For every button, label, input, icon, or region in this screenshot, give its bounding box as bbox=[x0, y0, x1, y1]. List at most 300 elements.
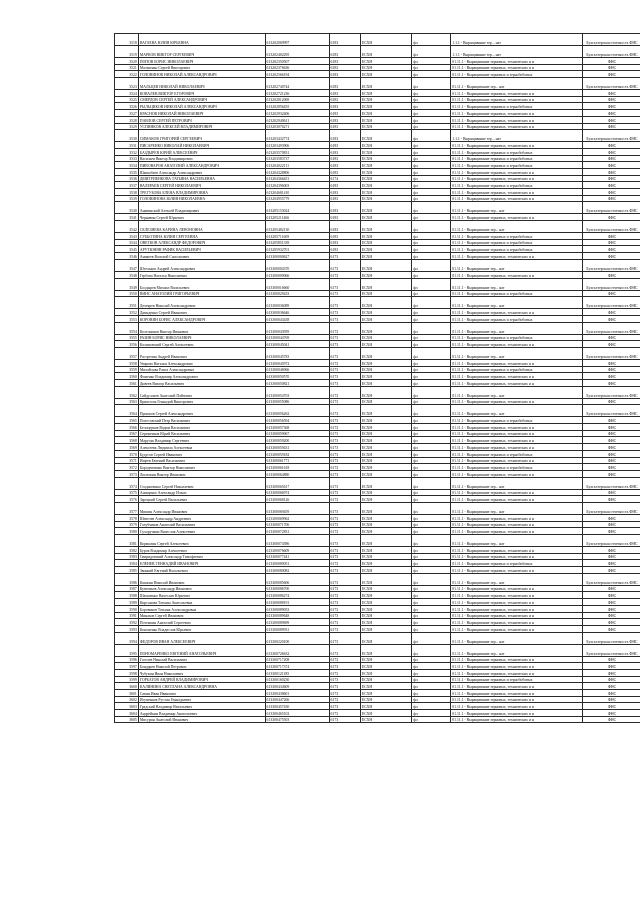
cell-fns: ФНС bbox=[582, 233, 640, 240]
cell-inn: 613300086274 bbox=[265, 592, 329, 599]
cell-fns: Бухгалтерская отчетность ФНС bbox=[582, 130, 640, 142]
cell-act: 01.11.1 - Выращивание зерновых, технических и н bbox=[451, 457, 583, 464]
table-row bbox=[115, 130, 640, 142]
cell-fl: фл bbox=[412, 489, 451, 496]
table-row bbox=[115, 386, 640, 398]
cell-inn: 613204022111 bbox=[265, 162, 329, 169]
cell-org: ЕСХН bbox=[360, 703, 411, 710]
cell-code: 6173 bbox=[329, 437, 360, 444]
cell-code: 6173 bbox=[329, 278, 360, 290]
cell-inn: 613203493906 bbox=[265, 142, 329, 149]
cell-code: 6183 bbox=[329, 130, 360, 142]
cell-code: 6173 bbox=[329, 253, 360, 260]
cell-act: 01.11.1 - Выращивание зерновых и зернобобовых bbox=[451, 233, 583, 240]
cell-org: ЕСХН bbox=[360, 690, 411, 697]
cell-act: 01.11.1 - Выращивание зер... нат bbox=[451, 502, 583, 514]
cell-act: 01.11.1 - Выращивание зерновых, технических и н bbox=[451, 430, 583, 437]
cell-inn: 613300059200 bbox=[265, 437, 329, 444]
cell-act: 01.11.1 - Выращивание зерновых и зернобобовых bbox=[451, 560, 583, 567]
cell-code: 6173 bbox=[329, 502, 360, 514]
table-row bbox=[115, 632, 640, 644]
cell-fns: ФНС bbox=[582, 90, 640, 97]
cell-inn: 613300045972 bbox=[265, 359, 329, 366]
cell-fns: ФНС bbox=[582, 195, 640, 202]
cell-fl: фл bbox=[412, 644, 451, 656]
cell-fl: фл bbox=[412, 457, 451, 464]
cell-code: 6173 bbox=[329, 585, 360, 592]
cell-inn: 613300036089 bbox=[265, 297, 329, 309]
cell-num: 3600 bbox=[115, 683, 139, 690]
cell-act: 1.1.1 - Выращивание зер... нат bbox=[451, 46, 583, 58]
cell-org: ЕСХН bbox=[360, 334, 411, 341]
cell-num: 3604 bbox=[115, 710, 139, 717]
cell-num: 3530 bbox=[115, 130, 139, 142]
cell-num: 3562 bbox=[115, 386, 139, 398]
cell-inn: 613300080051 bbox=[265, 560, 329, 567]
cell-code: 6173 bbox=[329, 417, 360, 424]
cell-num: 3550 bbox=[115, 290, 139, 297]
cell-code: 6173 bbox=[329, 290, 360, 297]
cell-act: 01.11.1 - Выращивание зерновых и зернобобовых bbox=[451, 239, 583, 246]
cell-name: Сайдуллаев Анатолий Пайзович bbox=[138, 386, 265, 398]
cell-code: 6173 bbox=[329, 592, 360, 599]
table-row bbox=[115, 669, 640, 676]
cell-code: 6183 bbox=[329, 90, 360, 97]
cell-fl: фл bbox=[412, 430, 451, 437]
cell-code: 6173 bbox=[329, 612, 360, 619]
table-row bbox=[115, 567, 640, 574]
cell-org: ЕСХН bbox=[360, 246, 411, 253]
cell-name: Андрейкин Владимир Анатольевич bbox=[138, 710, 265, 717]
cell-act: 01.11.1 - Выращивание зер... нат bbox=[451, 202, 583, 214]
cell-fl: фл bbox=[412, 380, 451, 387]
cell-inn: 613300457430 bbox=[265, 703, 329, 710]
cell-name: СУББОТИНА ЮЛИЯ СЕРГЕЕВНА bbox=[138, 233, 265, 240]
cell-inn: 613203570831 bbox=[265, 148, 329, 155]
cell-org: ЕСХН bbox=[360, 710, 411, 717]
cell-fns: ФНС bbox=[582, 239, 640, 246]
cell-code: 6183 bbox=[329, 64, 360, 71]
table-row bbox=[115, 309, 640, 316]
cell-num: 3561 bbox=[115, 380, 139, 387]
cell-fl: фл bbox=[412, 502, 451, 514]
cell-fns: ФНС bbox=[582, 271, 640, 278]
table-row bbox=[115, 716, 640, 723]
cell-num: 3570 bbox=[115, 450, 139, 457]
cell-name: Мисурин Анатолий Иванович bbox=[138, 716, 265, 723]
table-row bbox=[115, 334, 640, 341]
cell-fl: фл bbox=[412, 585, 451, 592]
cell-name: УСПИНКОВ АЛЕКСЕЙ ВЛАДИМИРОВИЧ bbox=[138, 123, 265, 130]
cell-name: ПОНОМАРЕНКО ЕВГЕНИЙ АНАТОЛЬЕВИЧ bbox=[138, 644, 265, 656]
cell-fns: ФНС bbox=[582, 612, 640, 619]
cell-fl: фл bbox=[412, 202, 451, 214]
cell-fl: фл bbox=[412, 195, 451, 202]
cell-num: 3551 bbox=[115, 297, 139, 309]
cell-fns: ФНС bbox=[582, 716, 640, 723]
cell-org: ЕСХН bbox=[360, 457, 411, 464]
table-row bbox=[115, 341, 640, 348]
cell-fns: ФНС bbox=[582, 110, 640, 117]
cell-name: Кашкин Николай Иванович bbox=[138, 573, 265, 585]
cell-fns: ФНС bbox=[582, 703, 640, 710]
cell-act: 01.11.1 - Выращивание зерновых, технических и н bbox=[451, 567, 583, 574]
cell-inn: 613202721236 bbox=[265, 90, 329, 97]
cell-code: 6183 bbox=[329, 239, 360, 246]
cell-fns: ФНС bbox=[582, 315, 640, 322]
cell-org: ЕСХН bbox=[360, 644, 411, 656]
cell-code: 6173 bbox=[329, 470, 360, 477]
cell-num: 3556 bbox=[115, 341, 139, 348]
cell-org: ЕСХН bbox=[360, 253, 411, 260]
table-row bbox=[115, 599, 640, 606]
cell-num: 3525 bbox=[115, 96, 139, 103]
cell-num: 3584 bbox=[115, 560, 139, 567]
cell-inn: 613203076271 bbox=[265, 123, 329, 130]
cell-act: 01.11.1 - Выращивание зерновых, технических и н bbox=[451, 64, 583, 71]
cell-fl: фл bbox=[412, 214, 451, 221]
cell-act: 01.11.1 - Выращивание зерновых и зернобобовых bbox=[451, 71, 583, 78]
cell-org: ЕСХН bbox=[360, 175, 411, 182]
cell-name: ПИВОВАРОВ АНАТОЛИЙ АЛЕКСАНДРОВИЧ bbox=[138, 162, 265, 169]
table-row bbox=[115, 405, 640, 417]
cell-code: 6183 bbox=[329, 123, 360, 130]
cell-name: Шевелев Александр Андреевич bbox=[138, 514, 265, 521]
cell-code: 6173 bbox=[329, 716, 360, 723]
cell-fl: фл bbox=[412, 259, 451, 271]
cell-inn: 613204366451 bbox=[265, 175, 329, 182]
cell-name: МАРКОВ ВИКТОР СЕРГЕЕВИЧ bbox=[138, 46, 265, 58]
cell-fl: фл bbox=[412, 239, 451, 246]
cell-fns: Бухгалтерская отчетность ФНС bbox=[582, 34, 640, 46]
cell-act: 01.11.1 - Выращивание зерновых, технических и н bbox=[451, 514, 583, 521]
cell-fl: фл bbox=[412, 309, 451, 316]
cell-inn: 613300085606 bbox=[265, 573, 329, 585]
cell-code: 6183 bbox=[329, 202, 360, 214]
cell-code: 6183 bbox=[329, 110, 360, 117]
cell-act: 01.11.1 - Выращивание зерновых, технических и н bbox=[451, 168, 583, 175]
cell-code: 6183 bbox=[329, 71, 360, 78]
cell-fns: ФНС bbox=[582, 162, 640, 169]
cell-act: 01.11.1 - Выращивание зерновых, технических и н bbox=[451, 110, 583, 117]
cell-num: 3571 bbox=[115, 457, 139, 464]
cell-fl: фл bbox=[412, 341, 451, 348]
cell-inn: 613300077441 bbox=[265, 553, 329, 560]
cell-code: 6173 bbox=[329, 380, 360, 387]
cell-inn: 613300029433 bbox=[265, 290, 329, 297]
cell-org: ЕСХН bbox=[360, 398, 411, 405]
cell-act: 01.11.1 - Выращивание зерновых, технических и н bbox=[451, 521, 583, 528]
cell-fl: фл bbox=[412, 444, 451, 451]
cell-code: 6183 bbox=[329, 148, 360, 155]
cell-code: 6173 bbox=[329, 535, 360, 547]
cell-num: 3555 bbox=[115, 334, 139, 341]
cell-code: 6173 bbox=[329, 309, 360, 316]
table-row bbox=[115, 315, 640, 322]
cell-name: Кормилин Сергей Алексеевич bbox=[138, 535, 265, 547]
table-row bbox=[115, 202, 640, 214]
cell-act: 01.11.1 - Выращивание зерновых и зернобобовых bbox=[451, 676, 583, 683]
cell-org: ЕСХН bbox=[360, 696, 411, 703]
cell-num: 3538 bbox=[115, 189, 139, 196]
cell-org: ЕСХН bbox=[360, 202, 411, 214]
cell-name: Стадниченко Сергей Николаевич bbox=[138, 477, 265, 489]
cell-fns: Бухгалтерская отчетность ФНС bbox=[582, 322, 640, 334]
cell-name: Гербова Наталья Николаевна bbox=[138, 271, 265, 278]
cell-name: Растрепин Андрей Иванович bbox=[138, 347, 265, 359]
cell-fns: ФНС bbox=[582, 619, 640, 626]
cell-fl: фл bbox=[412, 253, 451, 260]
cell-org: ЕСХН bbox=[360, 46, 411, 58]
cell-code: 6173 bbox=[329, 553, 360, 560]
cell-act: 01.11.1 - Выращивание зерновых, технических и н bbox=[451, 625, 583, 632]
cell-inn: 613300043438 bbox=[265, 315, 329, 322]
cell-org: ЕСХН bbox=[360, 309, 411, 316]
cell-org: ЕСХН bbox=[360, 669, 411, 676]
table-row bbox=[115, 612, 640, 619]
cell-fl: фл bbox=[412, 514, 451, 521]
cell-fns: Бухгалтерская отчетность ФНС bbox=[582, 386, 640, 398]
cell-org: ЕСХН bbox=[360, 221, 411, 233]
cell-act: 01.11.1 - Выращивание зерновых, технических и н bbox=[451, 470, 583, 477]
cell-inn: 613300064880 bbox=[265, 470, 329, 477]
cell-fl: фл bbox=[412, 612, 451, 619]
cell-fl: фл bbox=[412, 656, 451, 663]
cell-name: Свиридовский Александр Тимофеевич bbox=[138, 553, 265, 560]
table-row bbox=[115, 502, 640, 514]
cell-org: ЕСХН bbox=[360, 123, 411, 130]
cell-fns: ФНС bbox=[582, 464, 640, 471]
cell-num: 3547 bbox=[115, 259, 139, 271]
cell-fl: фл bbox=[412, 359, 451, 366]
cell-fns: ФНС bbox=[582, 599, 640, 606]
cell-name: Васильев Виктор Владимирович bbox=[138, 155, 265, 162]
cell-fns: ФНС bbox=[582, 592, 640, 599]
table-row bbox=[115, 489, 640, 496]
cell-inn: 613300036646 bbox=[265, 309, 329, 316]
cell-num: 3521 bbox=[115, 64, 139, 71]
cell-fl: фл bbox=[412, 58, 451, 65]
table-row bbox=[115, 366, 640, 373]
cell-name: Кононенко Владислав Юрьевич bbox=[138, 625, 265, 632]
cell-act: 01.11.1 - Выращивание зерновых, технических и н bbox=[451, 271, 583, 278]
cell-org: ЕСХН bbox=[360, 535, 411, 547]
cell-code: 6183 bbox=[329, 182, 360, 189]
cell-fl: фл bbox=[412, 290, 451, 297]
cell-inn: 613202940611 bbox=[265, 116, 329, 123]
cell-name: Болдырев Михаил Васильевич bbox=[138, 278, 265, 290]
cell-num: 3542 bbox=[115, 221, 139, 233]
table-row bbox=[115, 103, 640, 110]
cell-name: Штельков Андрей Александрович bbox=[138, 259, 265, 271]
cell-org: ЕСХН bbox=[360, 278, 411, 290]
cell-org: ЕСХН bbox=[360, 683, 411, 690]
cell-fns: ФНС bbox=[582, 246, 640, 253]
cell-num: 3599 bbox=[115, 676, 139, 683]
cell-inn: 613300054703 bbox=[265, 386, 329, 398]
cell-code: 6173 bbox=[329, 676, 360, 683]
cell-fns: ФНС bbox=[582, 155, 640, 162]
cell-fns: Бухгалтерская отчетность ФНС bbox=[582, 202, 640, 214]
cell-org: ЕСХН bbox=[360, 424, 411, 431]
cell-fns: ФНС bbox=[582, 625, 640, 632]
cell-code: 6173 bbox=[329, 271, 360, 278]
cell-fns: ФНС bbox=[582, 430, 640, 437]
cell-inn: 613300045783 bbox=[265, 347, 329, 359]
cell-act: 01.11.1 - Выращивание зерновых, технических и н bbox=[451, 142, 583, 149]
cell-fns: ФНС bbox=[582, 690, 640, 697]
cell-name: Белоцерков Вадим Васильевич bbox=[138, 424, 265, 431]
table-row bbox=[115, 78, 640, 90]
cell-fl: фл bbox=[412, 168, 451, 175]
cell-fns: ФНС bbox=[582, 142, 640, 149]
cell-inn: 613300717208 bbox=[265, 656, 329, 663]
cell-code: 6183 bbox=[329, 168, 360, 175]
cell-fns: ФНС bbox=[582, 366, 640, 373]
cell-name: ДМИТРИЕНКОВА ТАТЬЯНА ВАСИЛЬЕВНА bbox=[138, 175, 265, 182]
table-row bbox=[115, 359, 640, 366]
cell-name: Колесников Виктор Иванович bbox=[138, 322, 265, 334]
cell-fns: ФНС bbox=[582, 496, 640, 503]
cell-name: Анищенко Александр Ильич bbox=[138, 489, 265, 496]
cell-org: ЕСХН bbox=[360, 78, 411, 90]
cell-act: 01.11.1 - Выращивание зерновых, технических и н bbox=[451, 656, 583, 663]
cell-name: Бондарев Николай Петрович bbox=[138, 663, 265, 670]
cell-inn: 613300056594 bbox=[265, 417, 329, 424]
cell-org: ЕСХН bbox=[360, 592, 411, 599]
cell-inn: 613202812069 bbox=[265, 96, 329, 103]
cell-name: Калиновский Сергей Алексеевич bbox=[138, 341, 265, 348]
cell-org: ЕСХН bbox=[360, 444, 411, 451]
cell-act: 01.11.1 - Выращивание зерновых, технических и н bbox=[451, 373, 583, 380]
cell-inn: 613300465102 bbox=[265, 710, 329, 717]
cell-fl: фл bbox=[412, 103, 451, 110]
cell-num: 3581 bbox=[115, 535, 139, 547]
cell-num: 3603 bbox=[115, 703, 139, 710]
table-row bbox=[115, 547, 640, 554]
cell-inn: 613202856455 bbox=[265, 103, 329, 110]
cell-name: Голубчиков Анатолий Васильевич bbox=[138, 521, 265, 528]
table-row bbox=[115, 424, 640, 431]
cell-name: ПАВЛОВ СЕРГЕЙ ПЕТРОВИЧ bbox=[138, 116, 265, 123]
cell-fl: фл bbox=[412, 34, 451, 46]
cell-fl: фл bbox=[412, 233, 451, 240]
cell-fl: фл bbox=[412, 553, 451, 560]
cell-num: 3605 bbox=[115, 716, 139, 723]
cell-fl: фл bbox=[412, 450, 451, 457]
cell-act: 01.11.1 - Выращивание зер... нат bbox=[451, 386, 583, 398]
cell-fns: Бухгалтерская отчетность ФНС bbox=[582, 297, 640, 309]
cell-name: ПИСАРЕНКО НИКОЛАЙ НИКОЛАЕВИЧ bbox=[138, 142, 265, 149]
cell-fl: фл bbox=[412, 663, 451, 670]
table-row bbox=[115, 110, 640, 117]
cell-org: ЕСХН bbox=[360, 322, 411, 334]
cell-fns: ФНС bbox=[582, 182, 640, 189]
cell-act: 01.11.1 - Выращивание зерновых и зернобобовых bbox=[451, 103, 583, 110]
cell-fns: Бухгалтерская отчетность ФНС bbox=[582, 46, 640, 58]
cell-name: Чернявин Сергей Юрьевич bbox=[138, 214, 265, 221]
cell-code: 6173 bbox=[329, 710, 360, 717]
table-row bbox=[115, 521, 640, 528]
cell-num: 3566 bbox=[115, 424, 139, 431]
cell-fns: ФНС bbox=[582, 103, 640, 110]
cell-name: МАЛЬЦЕВ НИКОЛАЙ НИКОЛАЕВИЧ bbox=[138, 78, 265, 90]
cell-inn: 613300121185 bbox=[265, 669, 329, 676]
cell-inn: 613300043959 bbox=[265, 322, 329, 334]
cell-num: 3520 bbox=[115, 58, 139, 65]
cell-act: 01.11.1 - Выращивание зерновых и зернобобовых bbox=[451, 464, 583, 471]
cell-act: 01.11.1 - Выращивание зерновых, технических и н bbox=[451, 189, 583, 196]
cell-inn: 613202740744 bbox=[265, 78, 329, 90]
cell-code: 6173 bbox=[329, 696, 360, 703]
cell-num: 3549 bbox=[115, 278, 139, 290]
cell-inn: 613300016660 bbox=[265, 278, 329, 290]
cell-fl: фл bbox=[412, 632, 451, 644]
registry-table-body bbox=[115, 34, 640, 723]
cell-fns: ФНС bbox=[582, 663, 640, 670]
cell-num: 3568 bbox=[115, 437, 139, 444]
cell-org: ЕСХН bbox=[360, 90, 411, 97]
cell-name: Боровиков Татьяна Александровна bbox=[138, 605, 265, 612]
cell-num: 3532 bbox=[115, 148, 139, 155]
cell-act: 01.11.1 - Выращивание зерновых, технических и н bbox=[451, 592, 583, 599]
cell-act: 01.11.1 - Выращивание зерновых, технических и н bbox=[451, 175, 583, 182]
cell-fl: фл bbox=[412, 386, 451, 398]
cell-inn: 613300056262 bbox=[265, 405, 329, 417]
cell-org: ЕСХН bbox=[360, 612, 411, 619]
cell-num: 3522 bbox=[115, 71, 139, 78]
cell-code: 6173 bbox=[329, 457, 360, 464]
cell-fns: ФНС bbox=[582, 253, 640, 260]
cell-inn: 613205482130 bbox=[265, 221, 329, 233]
cell-fns: ФНС bbox=[582, 175, 640, 182]
cell-name: Дехтярев Николай Александрович bbox=[138, 297, 265, 309]
cell-code: 6183 bbox=[329, 96, 360, 103]
cell-act: 01.11.1 - Выращивание зер... нат bbox=[451, 259, 583, 271]
cell-name: РЫЛЬЦИКОВ НИКОЛАЙ АЛЕКСАНДРОВИЧ bbox=[138, 103, 265, 110]
cell-name: Буров Владимир Алексеевич bbox=[138, 547, 265, 554]
cell-org: ЕСХН bbox=[360, 521, 411, 528]
cell-name: Прошков Сергей Александрович bbox=[138, 405, 265, 417]
cell-num: 3526 bbox=[115, 103, 139, 110]
cell-act: 01.11.1 - Выращивание зерновых, технических и н bbox=[451, 195, 583, 202]
cell-name: Полесовский Петр Васильевич bbox=[138, 417, 265, 424]
cell-fns: ФНС bbox=[582, 567, 640, 574]
cell-code: 6173 bbox=[329, 599, 360, 606]
cell-inn: 613300057368 bbox=[265, 424, 329, 431]
cell-org: ЕСХН bbox=[360, 359, 411, 366]
cell-org: ЕСХН bbox=[360, 380, 411, 387]
cell-inn: 613300089053 bbox=[265, 605, 329, 612]
cell-fl: фл bbox=[412, 683, 451, 690]
cell-code: 6173 bbox=[329, 322, 360, 334]
cell-inn: 613202566194 bbox=[265, 71, 329, 78]
table-row bbox=[115, 290, 640, 297]
cell-act: 01.11.1 - Выращивание зерновых и зернобобовых bbox=[451, 417, 583, 424]
cell-act: 01.11.1 - Выращивание зерновых, технических и н bbox=[451, 585, 583, 592]
cell-code: 6173 bbox=[329, 464, 360, 471]
cell-num: 3540 bbox=[115, 202, 139, 214]
cell-name: Зарецкий Сергей Васильевич bbox=[138, 496, 265, 503]
cell-fns: Бухгалтерская отчетность ФНС bbox=[582, 632, 640, 644]
cell-act: 01.11.1 - Выращивание зерновых, технических и н bbox=[451, 341, 583, 348]
cell-name: ВИНС АНАТОЛИЙ ГРИГОРЬЕВИЧ bbox=[138, 290, 265, 297]
cell-org: ЕСХН bbox=[360, 239, 411, 246]
cell-fns: ФНС bbox=[582, 437, 640, 444]
cell-num: 3579 bbox=[115, 521, 139, 528]
cell-org: ЕСХН bbox=[360, 64, 411, 71]
cell-org: ЕСХН bbox=[360, 405, 411, 417]
